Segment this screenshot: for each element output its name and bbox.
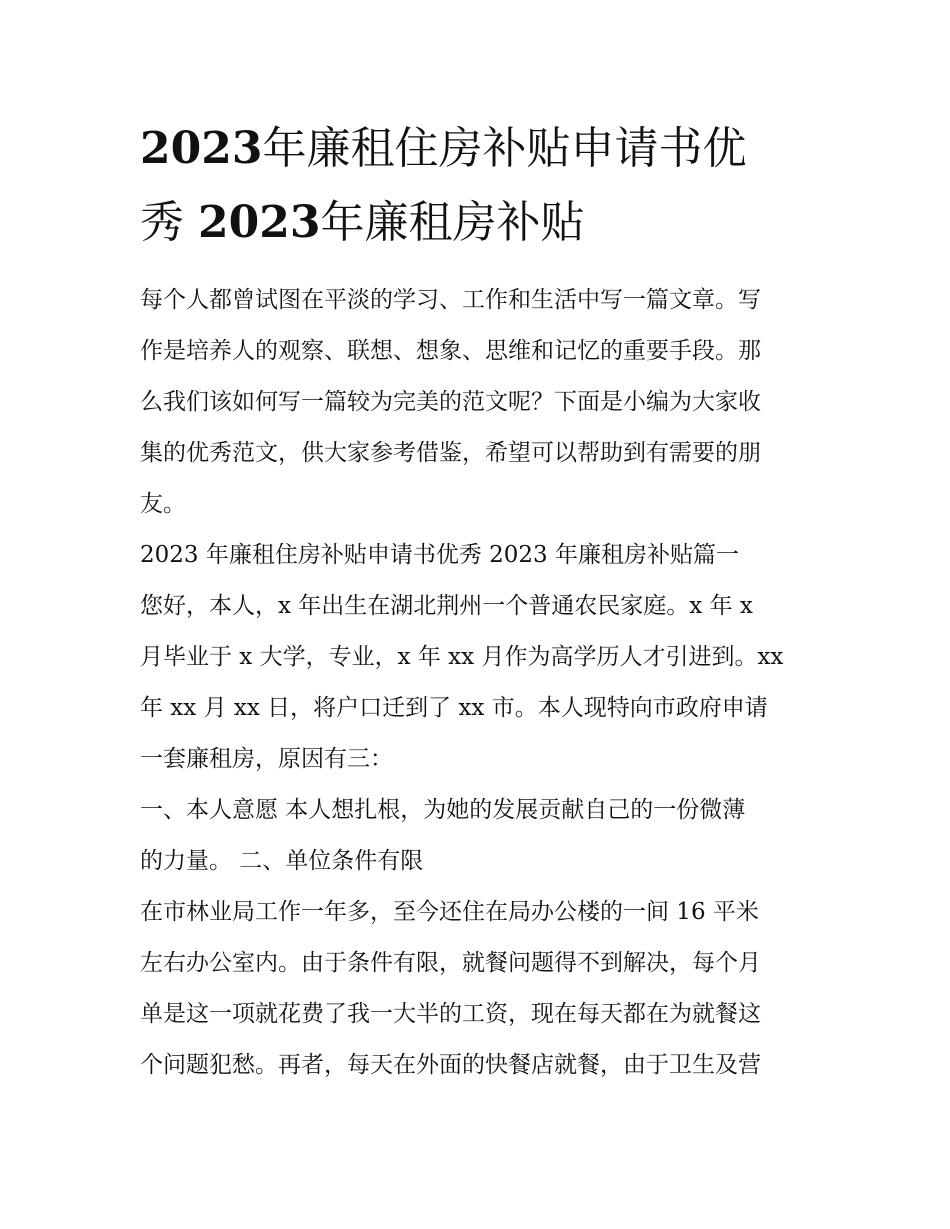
body-line: 年 xx 月 xx 日，将户口迁到了 xx 市。本人现特向市政府申请	[140, 695, 768, 721]
body-line: 友。	[140, 491, 186, 517]
body-line: 个问题犯愁。再者，每天在外面的快餐店就餐，由于卫生及营	[140, 1052, 761, 1078]
body-line: 在市林业局工作一年多，至今还住在局办公楼的一间 16 平米	[140, 899, 759, 925]
body-line: 每个人都曾试图在平淡的学习、工作和生活中写一篇文章。写	[140, 287, 761, 313]
body-line: 单是这一项就花费了我一大半的工资，现在每天都在为就餐这	[140, 1001, 761, 1027]
document-title	[140, 112, 830, 260]
title-text-2: 年廉租房补贴	[320, 197, 585, 248]
document-body	[140, 275, 820, 1091]
body-line: 一套廉租房，原因有三：	[140, 746, 393, 772]
body-line: 么我们该如何写一篇较为完美的范文呢？下面是小编为大家收	[140, 389, 761, 415]
body-line: 集的优秀范文，供大家参考借鉴，希望可以帮助到有需要的朋	[140, 440, 761, 466]
body-line: 的力量。 二、单位条件有限	[140, 848, 424, 874]
title-text-1: 年廉租住房补贴申请书优	[262, 123, 747, 174]
title-line-1	[140, 112, 830, 186]
body-line: 月毕业于 x 大学，专业，x 年 xx 月作为高学历人才引进到。xx	[140, 644, 784, 670]
body-line: 您好，本人，x 年出生在湖北荆州一个普通农民家庭。x 年 x	[140, 593, 753, 619]
title-year-2: 2023	[198, 197, 321, 248]
title-year-1: 2023	[140, 123, 263, 174]
body-line: 左右办公室内。由于条件有限，就餐问题得不到解决，每个月	[140, 950, 761, 976]
section-heading: 2023 年廉租住房补贴申请书优秀 2023 年廉租房补贴篇一	[140, 542, 739, 568]
body-line: 一、本人意愿 本人想扎根，为她的发展贡献自己的一份微薄	[140, 797, 746, 823]
body-line: 作是培养人的观察、联想、想象、思维和记忆的重要手段。那	[140, 338, 761, 364]
title-text-2-pre: 秀	[140, 197, 184, 248]
title-line-2	[140, 186, 830, 260]
